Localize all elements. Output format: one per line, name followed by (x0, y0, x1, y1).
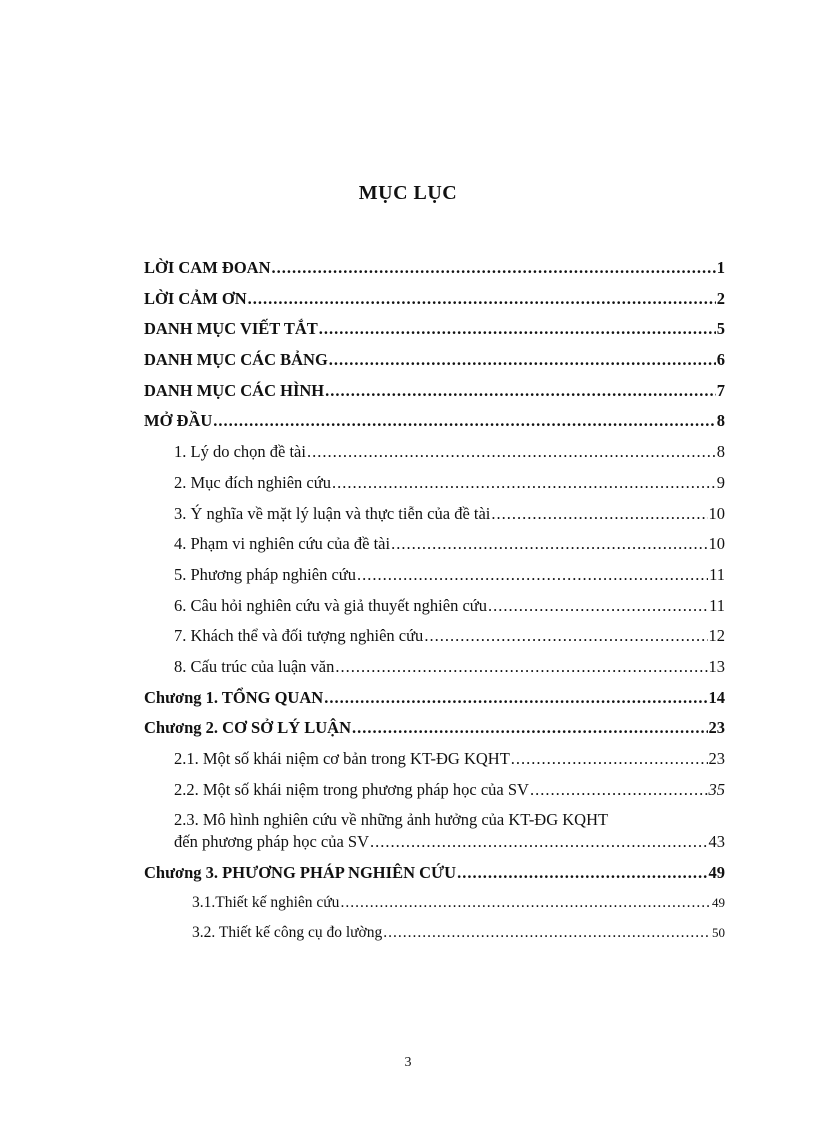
toc-entry[interactable] (144, 381, 725, 412)
dot-leader (272, 258, 716, 278)
dot-leader (457, 863, 707, 883)
toc-entry-label: 2.1. Một số khái niệm cơ bản trong KT-ĐG KQHT (174, 749, 510, 768)
toc-entry-page: 5 (716, 319, 725, 339)
toc-entry[interactable] (144, 565, 725, 596)
toc-entry-label: 2. Mục đích nghiên cứu (174, 472, 331, 492)
toc-entry-label: 7. Khách thể và đối tượng nghiên cứu (174, 626, 424, 646)
toc-entry-label: 8. Cấu trúc của luận văn (174, 656, 335, 676)
toc-entry-label: Chương 3. PHƯƠNG PHÁP NGHIÊN CỨU (144, 863, 457, 883)
toc-entry-page: 50 (712, 925, 725, 941)
toc-entry-label: 1. Lý do chọn đề tài (174, 442, 306, 462)
toc-entry[interactable] (144, 863, 725, 894)
toc-entry-page: 11 (709, 564, 725, 584)
toc-entry-label: 2.3. Mô hình nghiên cứu về những ảnh hưởng của KT-ĐG KQHT (174, 810, 609, 830)
toc-entry-page: 49 (708, 863, 725, 883)
toc-entry-page: 10 (708, 534, 725, 554)
dot-leader (530, 780, 708, 800)
toc-entry-label: LỜI CAM ĐOAN (144, 258, 271, 277)
toc-entry[interactable] (144, 258, 725, 289)
toc-entry-label: LỜI CẢM ƠN (144, 288, 247, 308)
toc-entry-page: 35 (708, 779, 725, 799)
toc-entry-label: 3. Ý nghĩa về mặt lý luận và thực tiễn của đề tài (174, 503, 491, 523)
dot-leader (335, 657, 707, 677)
dot-leader (370, 832, 707, 852)
toc-entry-page: 49 (712, 894, 725, 910)
toc-entry[interactable] (144, 780, 725, 811)
dot-leader (325, 381, 716, 401)
toc-entry[interactable] (144, 810, 725, 832)
dot-leader (319, 319, 716, 339)
dot-leader (248, 289, 716, 309)
page-title: MỤC LỤC (358, 182, 458, 204)
toc-entry-label: 4. Phạm vi nghiên cứu của đề tài (174, 534, 391, 554)
toc-entry-page: 23 (708, 718, 725, 738)
toc-entry[interactable] (144, 504, 725, 535)
dot-leader (383, 924, 711, 942)
toc-entry-page: 7 (716, 380, 725, 400)
dot-leader (491, 504, 707, 524)
dot-leader (357, 565, 708, 585)
toc-entry-page: 6 (716, 350, 725, 370)
dot-leader (488, 596, 708, 616)
dot-leader (511, 749, 708, 769)
toc-entry[interactable] (144, 596, 725, 627)
toc-entry-label: 5. Phương pháp nghiên cứu (174, 564, 356, 584)
toc-entry[interactable] (144, 319, 725, 350)
toc-entry-page: 23 (708, 749, 725, 768)
table-of-contents (144, 258, 725, 955)
dot-leader (307, 442, 716, 462)
dot-leader (352, 718, 708, 738)
toc-entry[interactable] (144, 534, 725, 565)
toc-entry-page: 12 (708, 626, 725, 646)
toc-entry-page: 9 (716, 472, 725, 492)
page-number: 3 (404, 1055, 412, 1070)
toc-entry[interactable] (144, 718, 725, 749)
toc-entry[interactable] (144, 289, 725, 320)
toc-entry-label: đến phương pháp học của SV (174, 832, 370, 852)
dot-leader (332, 473, 716, 493)
toc-entry-page: 1 (716, 258, 725, 277)
toc-entry[interactable] (144, 749, 725, 780)
toc-entry[interactable] (144, 350, 725, 381)
toc-entry-page: 8 (716, 411, 725, 431)
toc-entry-label: Chương 1. TỔNG QUAN (144, 687, 324, 707)
toc-entry-label: Chương 2. CƠ SỞ LÝ LUẬN (144, 718, 351, 738)
toc-entry[interactable] (144, 688, 725, 719)
toc-entry-page: 13 (708, 656, 725, 676)
toc-entry[interactable] (144, 657, 725, 688)
dot-leader (424, 626, 707, 646)
toc-entry[interactable] (144, 924, 725, 955)
toc-entry-label: DANH MỤC VIẾT TẮT (144, 319, 318, 339)
toc-entry[interactable] (144, 894, 725, 925)
toc-entry-label: 6. Câu hỏi nghiên cứu và giả thuyết nghiên cứu (174, 595, 487, 615)
toc-entry-label: 2.2. Một số khái niệm trong phương pháp học của SV (174, 779, 529, 799)
dot-leader (324, 688, 707, 708)
toc-entry-page: 8 (716, 442, 725, 462)
toc-entry-label: 3.2. Thiết kế công cụ đo lường (192, 924, 383, 942)
toc-entry[interactable] (144, 473, 725, 504)
toc-entry[interactable] (144, 411, 725, 442)
dot-leader (340, 894, 711, 912)
toc-entry-page: 10 (708, 503, 725, 523)
dot-leader (329, 350, 716, 370)
toc-entry-page: 2 (716, 288, 725, 308)
toc-entry-label: DANH MỤC CÁC BẢNG (144, 350, 328, 370)
toc-entry-label: DANH MỤC CÁC HÌNH (144, 380, 325, 400)
toc-entry[interactable] (144, 442, 725, 473)
toc-entry-page: 11 (709, 595, 725, 615)
toc-entry-label: 3.1.Thiết kế nghiên cứu (192, 893, 340, 911)
toc-entry-page: 14 (708, 687, 725, 707)
toc-entry-label: MỞ ĐẦU (144, 411, 213, 431)
toc-entry[interactable] (144, 626, 725, 657)
dot-leader (391, 534, 707, 554)
dot-leader (213, 411, 715, 431)
toc-entry-continuation[interactable] (144, 832, 725, 863)
toc-entry-page: 43 (708, 832, 725, 852)
